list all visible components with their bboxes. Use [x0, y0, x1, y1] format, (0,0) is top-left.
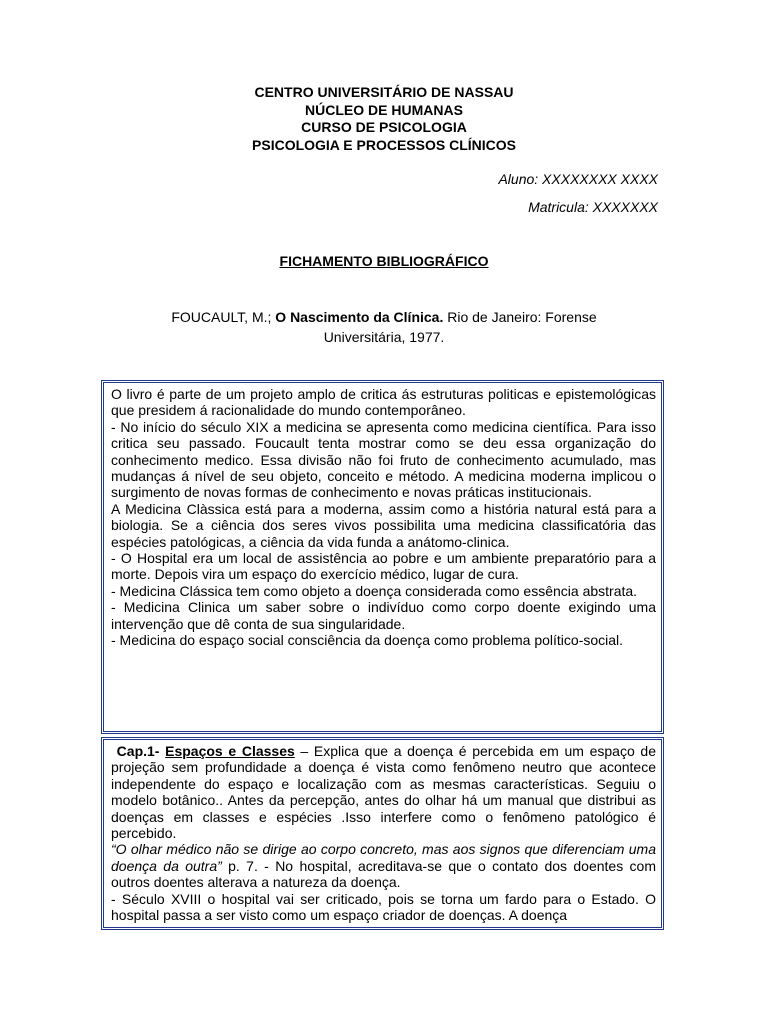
chapter1-box — [101, 737, 664, 930]
summary-box — [101, 380, 664, 734]
student-name: Aluno: XXXXXXXX XXXX — [498, 171, 658, 187]
institution-name: CENTRO UNIVERSITÁRIO DE NASSAU — [254, 84, 514, 100]
bibliographic-reference — [140, 307, 628, 347]
summary-paragraph: - O Hospital era um local de assistência ao pobre e um ambiente preparatório para a morte. Depois vira um espaço do exercício médico, lugar de cura. — [111, 550, 656, 583]
student-registration: Matricula: XXXXXXX — [528, 199, 658, 215]
chapter-label: Cap.1- — [116, 743, 166, 759]
reference-publisher: Rio de Janeiro: Forense Universitária, 1977. — [323, 309, 597, 345]
document-title: FICHAMENTO BIBLIOGRÁFICO — [279, 253, 489, 269]
department-name: NÚCLEO DE HUMANAS — [305, 101, 463, 118]
chapter-intro: – Explica que a doença é percebida em um espaço de projeção sem profundidade a doença é vista como fenômeno neutro que acontece independente do espaço e localização com as mesmas características. Seguiu o modelo botânico.. Antes da percepção, antes do olhar há um manual que distribui as doenças em classes e espécies .Isso interfere como o fenômeno patológico é percebido. — [111, 743, 656, 842]
chapter1-paragraph-2: - Século XVIII o hospital vai ser criticado, pois se torna um fardo para o Estado. O hospital passa a ser visto como um espaço criador de doenças. A doença — [111, 890, 656, 924]
chapter1-paragraph — [111, 743, 656, 841]
summary-paragraph: - Medicina do espaço social consciência da doença como problema político-social. — [111, 632, 624, 649]
reference-author: FOUCAULT, M.; — [171, 309, 276, 325]
subject-name: PSICOLOGIA E PROCESSOS CLÍNICOS — [252, 136, 516, 153]
summary-paragraph: - Medicina Clinica um saber sobre o indivíduo como corpo doente exigindo uma intervenção que dê conta de sua singularidade. — [111, 599, 656, 632]
document-header — [0, 84, 768, 154]
chapter-quote: “O olhar médico não se dirige ao corpo concreto, mas aos signos que diferenciam uma doença da outra” — [111, 841, 656, 874]
chapter1-quote-paragraph — [111, 841, 656, 890]
reference-title: O Nascimento da Clínica. — [275, 309, 444, 325]
summary-paragraph: A Medicina Clàssica está para a moderna, assim como a história natural está para a biologia. Se a ciência dos seres vivos possibilita uma medicina classificatória das espécies patológicas, a ciência da vida funda a anátomo-clinica. — [111, 500, 656, 550]
chapter-title: Espaços e Classes — [165, 743, 295, 759]
course-name: CURSO DE PSICOLOGIA — [301, 119, 467, 135]
summary-paragraph: - No início do século XIX a medicina se apresenta como medicina científica. Para isso critica seu passado. Foucault tenta mostrar como se deu essa organização do conhecimento medico. Essa divisão não foi fruto de conhecimento acumulado, mas mudanças á nível de seu objeto, conceito e método. A medicina moderna implicou o surgimento de novas formas de conhecimento e novas práticas institucionais. — [111, 418, 656, 501]
summary-paragraph: - Medicina Clássica tem como objeto a doença considerada como essência abstrata. — [111, 582, 638, 599]
chapter-after-quote: p. 7. - No hospital, acreditava-se que o contato dos doentes com outros doentes alterava a natureza da doença. — [111, 857, 656, 891]
summary-paragraph: O livro é parte de um projeto amplo de critica ás estruturas politicas e epistemológicas que presidem á racionalidade do mundo contemporâneo. — [111, 386, 656, 419]
